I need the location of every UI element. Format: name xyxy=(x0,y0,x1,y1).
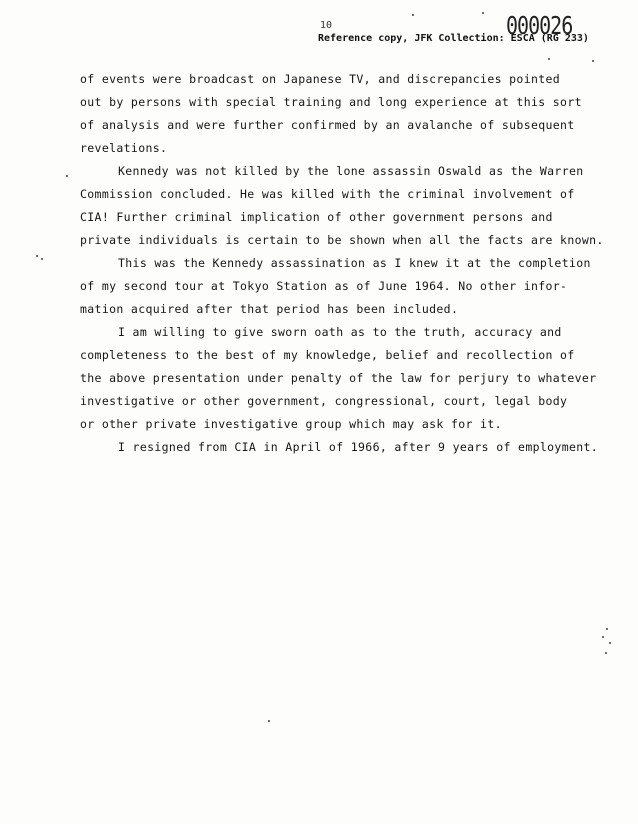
scan-speck xyxy=(606,628,608,630)
paragraph-1 xyxy=(80,68,638,160)
scan-speck xyxy=(66,175,68,177)
text-line: This was the Kennedy assassination as I knew it at the completion xyxy=(118,256,591,270)
paragraph-3 xyxy=(80,252,638,321)
text-line: CIA! Further criminal implication of other government persons and xyxy=(80,210,553,224)
text-line: of analysis and were further confirmed by an avalanche of subsequent xyxy=(80,118,575,132)
document-stamp-number: 000026 xyxy=(506,10,573,40)
text-line: or other private investigative group which may ask for it. xyxy=(80,417,502,431)
document-body xyxy=(80,68,638,459)
paragraph-5 xyxy=(80,436,638,459)
text-line: I am willing to give sworn oath as to the truth, accuracy and xyxy=(118,325,562,339)
scan-speck xyxy=(41,258,43,260)
text-line: the above presentation under penalty of the law for perjury to whatever xyxy=(80,371,597,385)
text-line: out by persons with special training and long experience at this sort xyxy=(80,95,582,109)
scan-speck xyxy=(412,14,414,16)
scan-speck xyxy=(609,642,611,644)
paragraph-4 xyxy=(80,321,638,436)
scan-speck xyxy=(36,255,38,257)
text-line: completeness to the best of my knowledge, belief and recollection of xyxy=(80,348,575,362)
text-line: of my second tour at Tokyo Station as of June 1964. No other infor- xyxy=(80,279,568,293)
scan-speck xyxy=(268,720,270,722)
text-line: Kennedy was not killed by the lone assassin Oswald as the Warren xyxy=(118,164,584,178)
page-mark: 10 xyxy=(320,20,333,31)
text-line: revelations. xyxy=(80,141,168,155)
scan-speck xyxy=(482,12,484,14)
text-line: of events were broadcast on Japanese TV, and discrepancies pointed xyxy=(80,72,561,86)
scan-speck xyxy=(548,58,550,60)
text-line: I resigned from CIA in April of 1966, after 9 years of employment. xyxy=(118,440,599,454)
text-line: investigative or other government, congressional, court, legal body xyxy=(80,394,568,408)
scan-speck xyxy=(605,652,607,654)
text-line: mation acquired after that period has been included. xyxy=(80,302,459,316)
scan-speck xyxy=(602,636,604,638)
reference-header: Reference copy, JFK Collection: ESCA (RG 233) xyxy=(318,33,589,44)
paragraph-2 xyxy=(80,160,638,252)
text-line: Commission concluded. He was killed with the criminal involvement of xyxy=(80,187,575,201)
scan-speck xyxy=(592,60,594,62)
text-line: private individuals is certain to be shown when all the facts are known. xyxy=(80,233,604,247)
